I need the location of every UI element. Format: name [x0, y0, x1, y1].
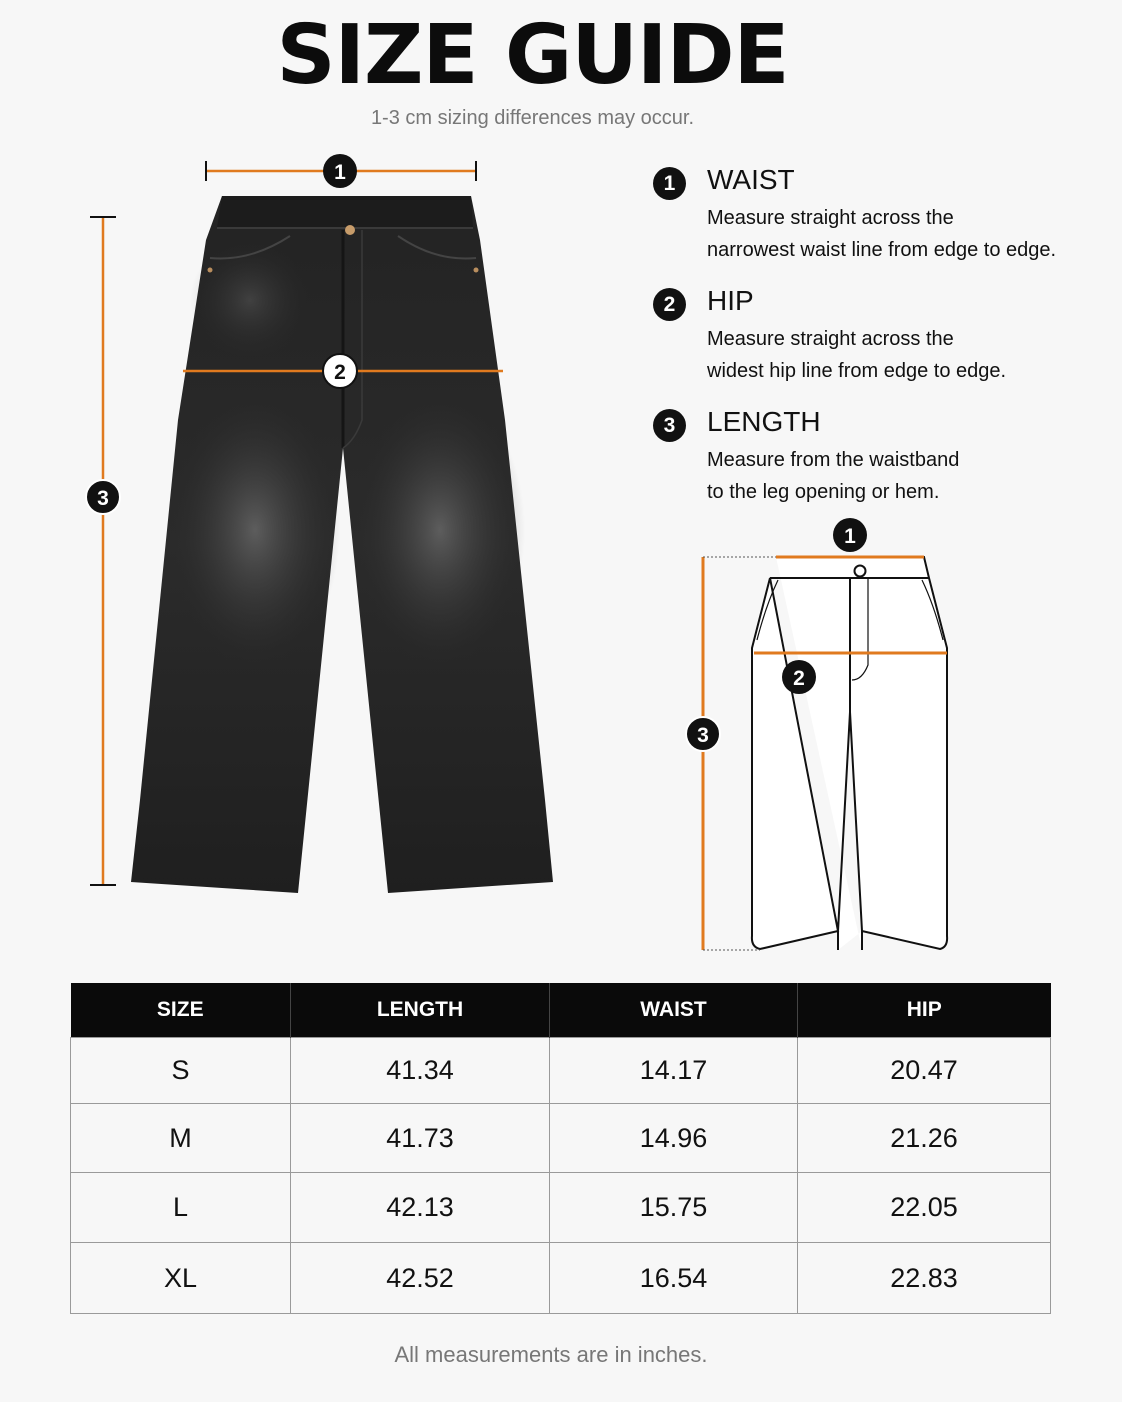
marker-2-diagram-icon — [782, 660, 816, 694]
number-3-icon: 3 — [653, 409, 686, 442]
marker-number: 1 — [844, 525, 856, 548]
table-row — [71, 1173, 1051, 1243]
table-cell: 22.83 — [798, 1243, 1051, 1314]
table-cell: 41.34 — [291, 1038, 550, 1104]
jeans-photo — [131, 196, 553, 893]
legend-label: LENGTH — [707, 406, 821, 437]
table-row — [71, 1104, 1051, 1173]
legend-description — [707, 202, 1056, 266]
legend-description — [707, 323, 1006, 387]
table-cell: XL — [71, 1243, 291, 1314]
marker-2-top-icon — [323, 354, 357, 388]
legend-description — [707, 444, 959, 508]
marker-3-diagram-icon — [686, 717, 720, 751]
table-cell: M — [71, 1104, 291, 1173]
page-title: SIZE GUIDE — [276, 8, 789, 103]
marker-1-top-icon — [323, 154, 357, 188]
marker-number: 3 — [697, 724, 709, 747]
column-header: WAIST — [550, 983, 798, 1038]
marker-number: 1 — [334, 161, 346, 184]
table-cell: L — [71, 1173, 291, 1243]
table-header-row — [71, 983, 1051, 1038]
table-cell: 22.05 — [798, 1173, 1051, 1243]
table-row — [71, 1038, 1051, 1104]
table-cell: 20.47 — [798, 1038, 1051, 1104]
column-header: HIP — [798, 983, 1051, 1038]
table-cell: 14.17 — [550, 1038, 798, 1104]
table-cell: 14.96 — [550, 1104, 798, 1173]
table-cell: S — [71, 1038, 291, 1104]
marker-1-diagram-icon — [833, 518, 867, 552]
pants-diagram — [752, 557, 947, 950]
table-cell: 16.54 — [550, 1243, 798, 1314]
legend-label: WAIST — [707, 164, 795, 195]
marker-3-top-icon — [86, 480, 120, 514]
table-cell: 21.26 — [798, 1104, 1051, 1173]
number-1-icon: 1 — [653, 167, 686, 200]
column-header: LENGTH — [291, 983, 550, 1038]
marker-number: 2 — [793, 667, 805, 690]
table-row — [71, 1243, 1051, 1314]
legend-label: HIP — [707, 285, 754, 316]
legend-line: Measure from the waistband — [707, 449, 960, 471]
table-cell: 42.52 — [291, 1243, 550, 1314]
number-2-icon: 2 — [653, 288, 686, 321]
size-table — [70, 983, 1051, 1314]
legend-line: to the leg opening or hem. — [707, 481, 940, 503]
marker-number: 2 — [334, 361, 346, 384]
legend-line: narrowest waist line from edge to edge. — [707, 239, 1057, 261]
legend-line: widest hip line from edge to edge. — [707, 360, 1007, 382]
page-subtitle: 1-3 cm sizing differences may occur. — [370, 107, 695, 129]
table-cell: 42.13 — [291, 1173, 550, 1243]
footnote: All measurements are in inches. — [394, 1342, 708, 1367]
table-cell: 15.75 — [550, 1173, 798, 1243]
table-cell: 41.73 — [291, 1104, 550, 1173]
marker-number: 3 — [97, 487, 109, 510]
legend-line: Measure straight across the — [707, 328, 954, 350]
legend-line: Measure straight across the — [707, 207, 954, 229]
column-header: SIZE — [71, 983, 291, 1038]
